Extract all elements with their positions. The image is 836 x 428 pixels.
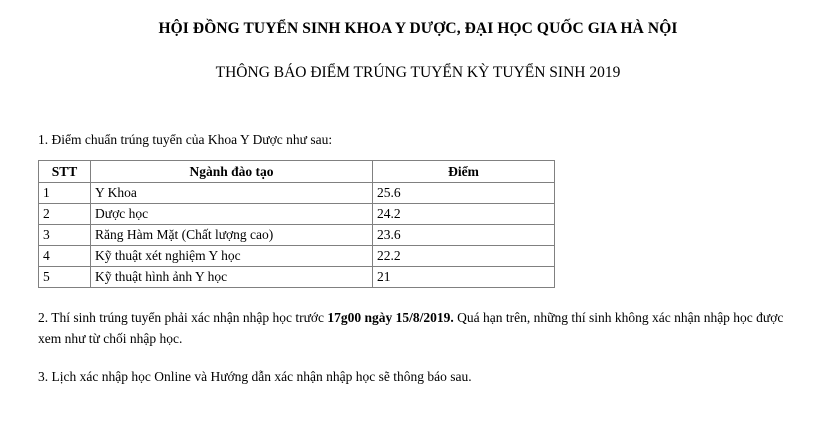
- cell-score: 22.2: [373, 246, 555, 267]
- cell-major: Kỹ thuật xét nghiệm Y học: [91, 246, 373, 267]
- document-title-sub: THÔNG BÁO ĐIỂM TRÚNG TUYỂN KỲ TUYỂN SINH 2019: [215, 64, 621, 81]
- cell-major: Dược học: [91, 204, 373, 225]
- column-header-major: Ngành đào tạo: [91, 161, 373, 183]
- paragraph-two-text-start: 2. Thí sinh trúng tuyển phải xác nhận nhập học trước: [38, 310, 328, 326]
- document-title-main: HỘI ĐỒNG TUYỂN SINH KHOA Y DƯỢC, ĐẠI HỌC QUỐC GIA HÀ NỘI: [158, 20, 678, 37]
- paragraph-two-deadline: 17g00 ngày 15/8/2019.: [327, 310, 454, 326]
- table-row: [39, 246, 555, 267]
- table-row: [39, 225, 555, 246]
- paragraph-one: 1. Điểm chuẩn trúng tuyển của Khoa Y Dược như sau:: [38, 132, 333, 147]
- paragraph-three: 3. Lịch xác nhập học Online và Hướng dẫn xác nhận nhập học sẽ thông báo sau.: [38, 368, 472, 384]
- cell-stt: 2: [39, 204, 91, 225]
- cell-score: 24.2: [373, 204, 555, 225]
- scores-table-container: [38, 160, 836, 288]
- cell-score: 25.6: [373, 183, 555, 204]
- paragraph-two: [38, 308, 798, 349]
- cell-stt: 4: [39, 246, 91, 267]
- column-header-score: Điểm: [373, 161, 555, 183]
- table-row: [39, 183, 555, 204]
- cell-stt: 1: [39, 183, 91, 204]
- cell-major: Kỹ thuật hình ảnh Y học: [91, 267, 373, 288]
- cell-score: 21: [373, 267, 555, 288]
- cell-score: 23.6: [373, 225, 555, 246]
- scores-table: [38, 160, 555, 288]
- table-row: [39, 204, 555, 225]
- table-header-row: [39, 161, 555, 183]
- table-row: [39, 267, 555, 288]
- cell-major: Răng Hàm Mặt (Chất lượng cao): [91, 225, 373, 246]
- column-header-stt: STT: [39, 161, 91, 183]
- document-page: [0, 20, 836, 428]
- paragraph-two-text-end: Quá hạn trên, những thí sinh không xác nhận nhập học được xem như từ chối nhập học.: [38, 310, 784, 346]
- cell-stt: 5: [39, 267, 91, 288]
- cell-major: Y Khoa: [91, 183, 373, 204]
- cell-stt: 3: [39, 225, 91, 246]
